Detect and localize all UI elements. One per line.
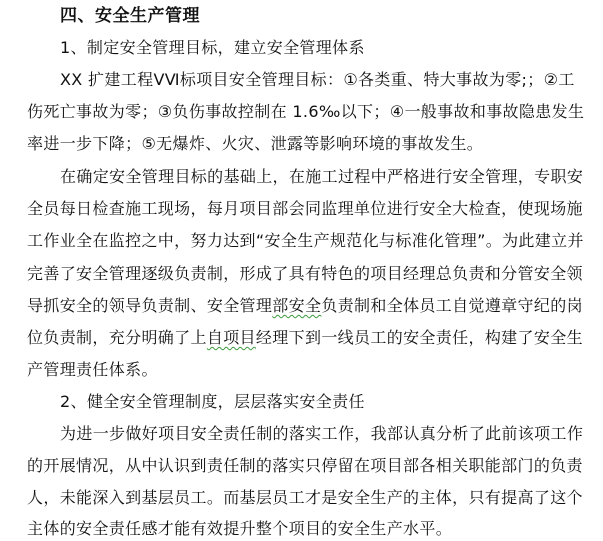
- paragraph-line: 的开展情况，从中认识到责任制的落实只停留在项目部各相关职能部门的负责: [27, 456, 583, 475]
- paragraph-line: 完善了安全管理逐级负责制，形成了具有特色的项目经理总负责和分管安全领: [27, 264, 583, 283]
- paragraph-line: 主体的安全责任感才能有效提升整个项目的安全生产水平。: [27, 519, 453, 538]
- text-segment: 负责制和全体员工自觉遵章守纪的岗: [321, 296, 583, 315]
- text-segment: 经理下到一线员工的安全责任，构建了安全生: [255, 328, 583, 347]
- text-segment: 导抓安全的领导负责制、安全管理: [27, 296, 273, 315]
- paragraph-line: 人，未能深入到基层员工。而基层员工才是安全生产的主体，只有提高了这个: [27, 488, 583, 507]
- paragraph-line: 产管理责任体系。: [27, 360, 158, 379]
- paragraph-line: 伤死亡事故为零；③负伤事故控制在 1.6‰以下；④一般事故和事故隐患发生: [27, 102, 585, 121]
- paragraph-line: 全员每日检查施工现场，每月项目部会同监理单位进行安全大检查，使现场施: [27, 199, 583, 218]
- paragraph-line: 率进一步下降；⑤无爆炸、火灾、泄露等影响环境的事故发生。: [27, 134, 484, 153]
- paragraph-line: XX 扩建工程ⅤⅥ标项目安全管理目标：①各类重、特大事故为零;；②工: [60, 70, 575, 89]
- paragraph-line: 在确定安全管理目标的基础上，在施工过程中严格进行安全管理，专职安: [60, 167, 584, 186]
- grammar-flagged-text[interactable]: 部安全: [272, 296, 322, 315]
- paragraph-line: [27, 296, 583, 316]
- subsection-title-1: 1、制定安全管理目标，建立安全管理体系: [60, 38, 365, 57]
- grammar-flagged-text[interactable]: 自项目: [206, 328, 256, 347]
- section-heading: 四、安全生产管理: [60, 6, 200, 26]
- subsection-title-2: 2、健全安全管理制度，层层落实安全责任: [60, 392, 365, 411]
- paragraph-line: 工作业全在监控之中，努力达到“安全生产规范化与标准化管理”。为此建立并: [27, 231, 584, 250]
- paragraph-line: [27, 328, 583, 348]
- paragraph-line: 为进一步做好项目安全责任制的落实工作，我部认真分析了此前该项工作: [60, 424, 584, 443]
- text-segment: 位负责制，充分明确了上: [27, 328, 207, 347]
